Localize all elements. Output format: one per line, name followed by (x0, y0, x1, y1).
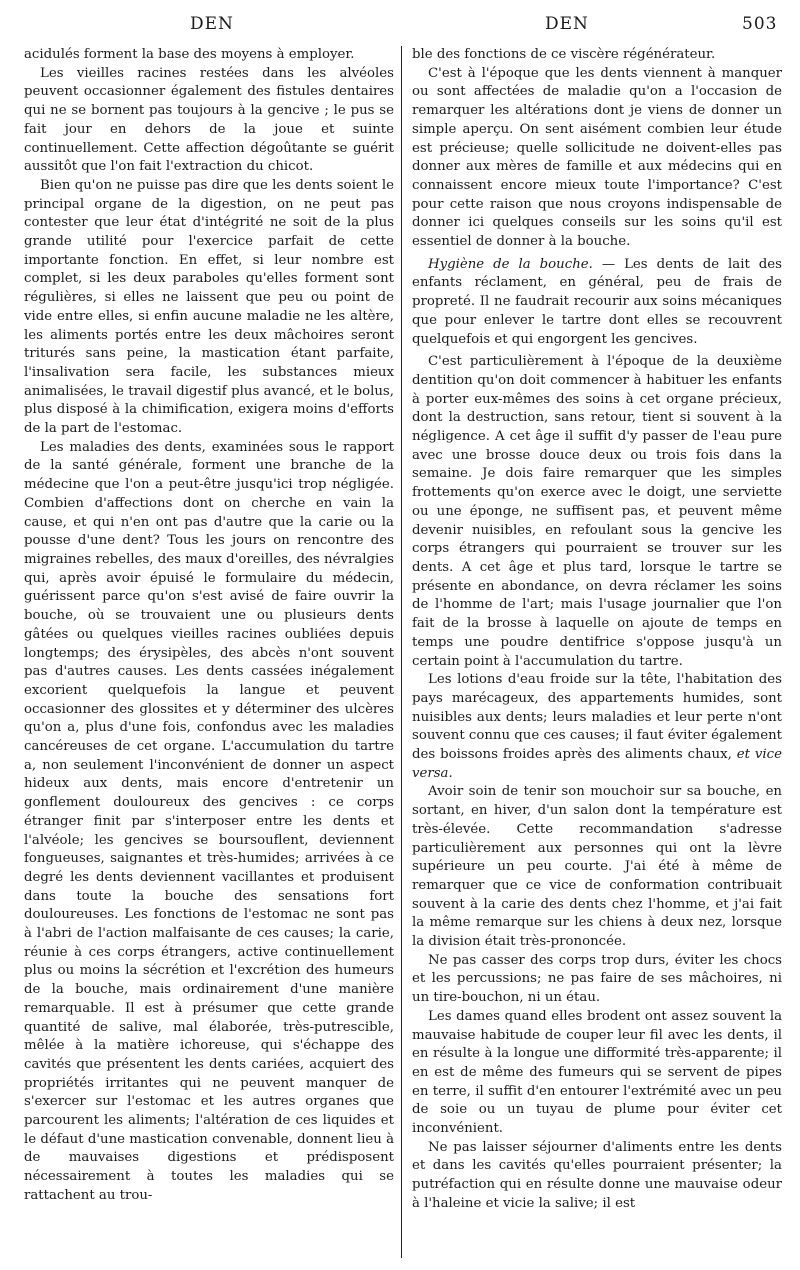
right-column (412, 46, 782, 1256)
paragraph: Les dames quand elles brodent ont assez souvent la mauvaise habitude de couper leur fil avec les dents, il en résulte à la longue une difformité très-apparente; il en est de même des fumeurs qui se servent de pipes en terre, il suffit d'en entourer l'extrémité avec un peu de soie ou un tuyau de plume pour éviter cet inconvénient. (412, 1008, 782, 1137)
paragraph-text: — Les dents de lait des enfants réclament, en général, peu de frais de propreté. Il ne faudrait recourir aux soins mécaniques que pour enlever le tartre dont elles se recouvrent quelquefois et qui engorgent les gencives. (412, 256, 782, 347)
paragraph-lotions (412, 671, 782, 783)
running-header (0, 14, 800, 40)
section-lead: Hygiène de la bouche. (428, 256, 593, 272)
paragraph-text: Les lotions d'eau froide sur la tête, l'habitation des pays marécageux, des appartements humides, sont nuisibles aux dents; leurs maladies et leur perte n'ont souvent connu que ces causes; il faut éviter également des boissons froides après des aliments chaux, (412, 672, 782, 763)
paragraph: acidulés forment la base des moyens à employer. (24, 47, 355, 62)
paragraph: ble des fonctions de ce viscère régénérateur. (412, 47, 716, 62)
paragraph: Les maladies des dents, examinées sous le rapport de la santé générale, forment une branche de la médecine que l'on a peut-être jusqu'ici trop négligée. Combien d'affections dont on cherche en vain la cause, et qui n'en ont pas d'autre que la carie ou la pousse d'une dent? Tous les jours on rencontre des migraines rebelles, des maux d'oreilles, des névralgies qui, après avoir épuisé le formulaire du médecin, guérissent parce qu'on s'est avisé de faire ouvrir la bouche, où se trouvaient une ou plusieurs dents gâtées ou quelques vieilles racines oubliées depuis longtemps; des érysipèles, des abcès n'ont souvent pas d'autres causes. Les dents cassées inégalement excorient quelquefois la langue et peuvent occasionner des glossites et y déterminer des ulcères qu'on a, plus d'une fois, confondus avec les maladies cancéreuses de cet organe. L'accumulation du tartre a, non seulement l'inconvénient de donner un aspect hideux aux dents, mais encore d'entretenir un gonflement douloureux des gencives : ce corps étranger finit par s'interposer entre les dents et l'alvéole; les gencives se boursouflent, deviennent fongueuses, saignantes et très-humides; arrivées à ce degré les dents deviennent vacillantes et produisent dans toute la bouche des sensations fort douloureuses. Les fonctions de l'estomac ne sont pas à l'abri de l'action malfaisante de ces causes; la carie, réunie à ces corps étrangers, active continuellement plus ou moins la sécrétion et l'excrétion des humeurs de la bouche, mais ordinairement d'une manière remarquable. Il est à présumer que cette grande quantité de salive, mal élaborée, très-putrescible, mêlée à la matière ichoreuse, qui s'échappe des cavités que présentent les dents cariées, acquiert des propriétés irritantes qui ne peuvent manquer de s'exercer sur l'estomac et les autres organes que parcourent les aliments; l'altération de ces liquides et le défaut d'une mastication convenable, donnent lieu à de mauvaises digestions et prédisposent nécessairement à toutes les maladies qui se rattachent au trou- (24, 439, 394, 1203)
italic-tail: et vice versa. (412, 747, 782, 781)
paragraph: Ne pas laisser séjourner d'aliments entre les dents et dans les cavités qu'elles pourraient présenter; la putréfaction qui en résulte donne une mauvaise odeur à l'haleine et vicie la salive; il est (412, 1139, 782, 1211)
left-column (24, 46, 394, 1256)
paragraph: C'est particulièrement à l'époque de la deuxième dentition qu'on doit commencer à habituer les enfants à porter eux-mêmes des soins à cet organe précieux, dont la destruction, sans retour, tient si souvent à la négligence. A cet âge il suffit d'y passer de l'eau pure avec une brosse douce deux ou trois fois dans la semaine. Je dois faire remarquer que les simples frottements qu'on exerce avec le doigt, une serviette ou une éponge, ne suffisent pas, et peuvent même devenir nuisibles, en refoulant sous la gencive les corps étrangers qui pourraient se trouver sur les dents. A cet âge et plus tard, lorsque le tartre se présente en abondance, on devra réclamer les soins de l'homme de l'art; mais l'usage journalier que l'on fait de la brosse à laquelle on ajoute de temps en temps une poudre dentifrice s'oppose jusqu'à un certain point à l'accumulation du tartre. (412, 354, 782, 669)
column-divider (401, 46, 402, 1258)
paragraph: Les vieilles racines restées dans les alvéoles peuvent occasionner également des fistules dentaires qui ne se bornent pas toujours à la gencive ; le pus se fait jour en dehors de la joue et suinte continuellement. Cette affection dégoûtante se guérit aussitôt que l'on fait l'extraction du chicot. (24, 65, 394, 175)
paragraph: Bien qu'on ne puisse pas dire que les dents soient le principal organe de la digestion, on ne peut pas contester que leur état d'intégrité ne soit de la plus grande utilité pour l'exercice parfait de cette importante fonction. En effet, si leur nombre est complet, si les deux paraboles qu'elles forment sont régulières, si elles ne laissent que peu ou point de vide entre elles, si enfin aucune maladie ne les altère, les aliments portés entre les deux mâchoires seront triturés sans peine, la mastication étant parfaite, l'insalivation sera facile, les substances mieux animalisées, le travail digestif plus avancé, et le bolus, plus disposé à la chimification, exigera moins d'efforts de la part de l'estomac. (24, 177, 394, 437)
paragraph: Avoir soin de tenir son mouchoir sur sa bouche, en sortant, en hiver, d'un salon dont la température est très-élevée. Cette recommandation s'adresse particulièrement aux personnes qui ont la lèvre supérieure un peu courte. J'ai été à même de remarquer que ce vice de conformation contribuait souvent à la carie des dents chez l'homme, et j'ai fait la même remarque sur les chiens à deux nez, lorsque la division était très-prononcée. (412, 784, 782, 950)
header-left-word: DEN (190, 14, 234, 34)
header-center-word: DEN (545, 14, 589, 34)
paragraph: C'est à l'époque que les dents viennent à manquer ou sont affectées de maladie qu'on a l'occasion de remarquer les altérations dont je viens de donner un simple aperçu. On sent aisément combien leur étude est précieuse; quelle sollicitude ne doivent-elles pas donner aux mères de famille et aux médecins qui en connaissent encore mieux toute l'importance? C'est pour cette raison que nous croyons indispensable de donner ici quelques conseils sur les soins qu'il est essentiel de donner à la bouche. (412, 65, 782, 250)
paragraph-hygiene (412, 256, 782, 350)
paragraph: Ne pas casser des corps trop durs, éviter les chocs et les percussions; ne pas faire de ses mâchoires, ni un tire-bouchon, ni un étau. (412, 952, 782, 1006)
page-number: 503 (742, 14, 778, 34)
